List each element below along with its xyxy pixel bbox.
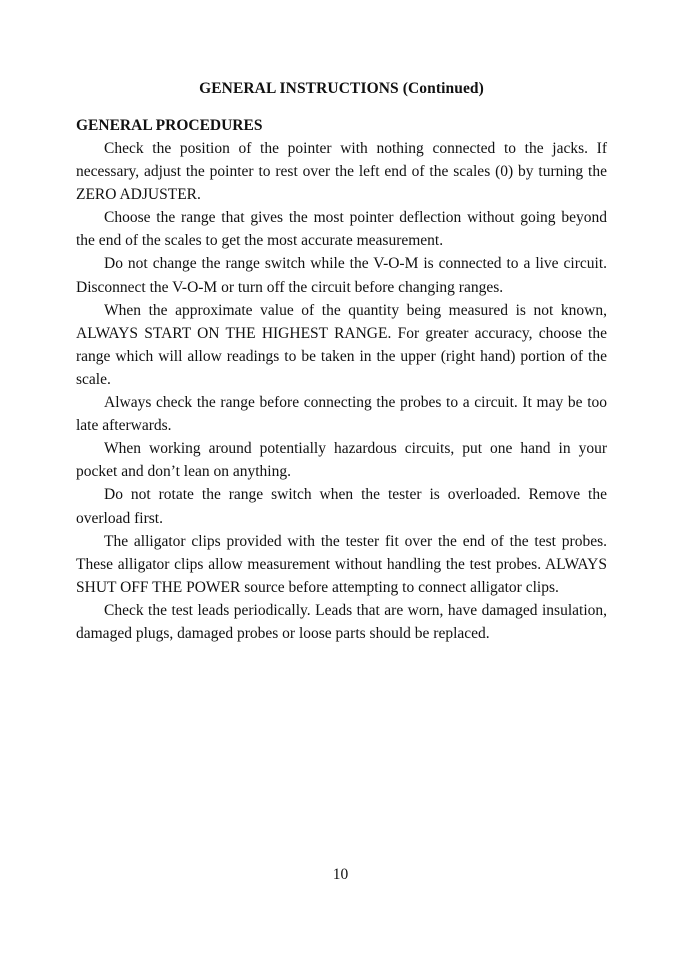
- paragraph-alligator-clips: The alligator clips provided with the tester fit over the end of the test probes. These alligator clips allow measurement without handling the test probes. ALWAYS SHUT OFF THE POWER source before attempting to connect alligator clips.: [76, 532, 607, 596]
- page-number: 10: [332, 866, 349, 883]
- paragraph-pointer-zero: Check the position of the pointer with nothing connected to the jacks. If necessary, adjust the pointer to rest over the left end of the scales (0) by turning the ZERO ADJUSTER.: [76, 140, 607, 204]
- paragraph-overload: Do not rotate the range switch when the tester is overloaded. Remove the overload first.: [76, 486, 607, 527]
- section-heading: GENERAL PROCEDURES: [76, 117, 263, 134]
- page-body: [76, 78, 607, 645]
- page-heading: GENERAL INSTRUCTIONS (Continued): [199, 80, 484, 97]
- paragraph-check-range: Always check the range before connecting the probes to a circuit. It may be too late afterwards.: [76, 394, 607, 435]
- paragraph-highest-range: When the approximate value of the quantity being measured is not known, ALWAYS START ON THE HIGHEST RANGE. For greater accuracy, choose the range which will allow readings to be taken in the upper (right hand) portion of the scale.: [76, 301, 607, 388]
- paragraph-live-circuit: Do not change the range switch while the V-O-M is connected to a live circuit. Disconnect the V-O-M or turn off the circuit before changing ranges.: [76, 255, 607, 296]
- paragraph-test-leads: Check the test leads periodically. Leads that are worn, have damaged insulation, damaged plugs, damaged probes or loose parts should be replaced.: [76, 601, 607, 642]
- paragraph-hazardous-circuits: When working around potentially hazardous circuits, put one hand in your pocket and don’t lean on anything.: [76, 440, 607, 481]
- paragraph-range-deflection: Choose the range that gives the most pointer deflection without going beyond the end of the scales to get the most accurate measurement.: [76, 209, 607, 250]
